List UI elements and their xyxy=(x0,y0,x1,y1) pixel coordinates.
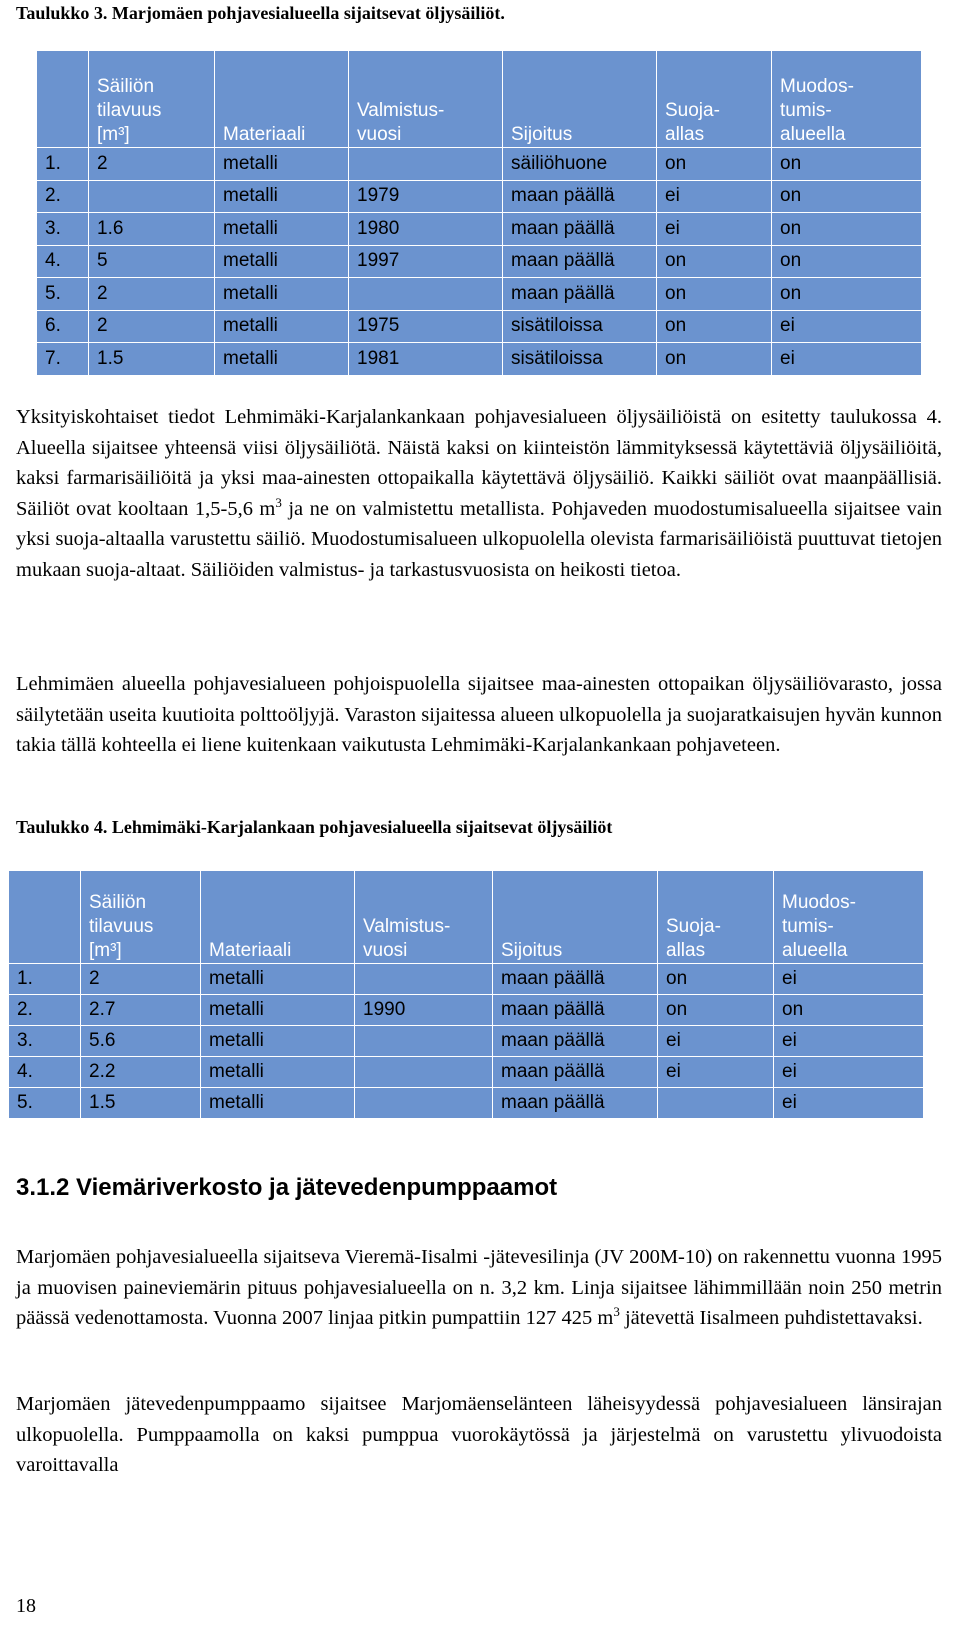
table-cell: metalli xyxy=(215,343,349,376)
table-cell: metalli xyxy=(215,278,349,311)
table-cell: 2 xyxy=(81,964,201,995)
table-cell: 3. xyxy=(37,213,89,246)
table-cell: ei xyxy=(774,1057,924,1088)
table-cell: ei xyxy=(657,213,772,246)
table4 xyxy=(8,870,924,1119)
header-cell: Muodos- tumis- alueella xyxy=(772,51,922,148)
table-cell xyxy=(658,1088,774,1119)
table-cell: 2.2 xyxy=(81,1057,201,1088)
table-cell: maan päällä xyxy=(503,278,657,311)
table-row xyxy=(37,180,922,213)
table-row xyxy=(37,310,922,343)
paragraph-3-text-b: jätevettä Iisalmeen puhdistettavaksi. xyxy=(619,1307,923,1329)
table-cell: metalli xyxy=(201,995,355,1026)
table-cell: 1.6 xyxy=(89,213,215,246)
section-heading: 3.1.2 Viemäriverkosto ja jätevedenpumppaamot xyxy=(16,1174,558,1201)
table-cell: 2 xyxy=(89,148,215,181)
paragraph-1-text-b: ja ne on valmistettu metallista. Pohjaveden muodostumisalueella sijaitsee vain yksi suoja-altaalla varustettu säiliö. Muodostumisalueen ulkopuolella olevista farmarisäiliöistä puuttuvat tietojen mukaan suoja-altaat. Säiliöiden valmistus- ja tarkastusvuosista on heikosti tietoa. xyxy=(16,497,942,581)
table4-caption: Taulukko 4. Lehmimäki-Karjalankaan pohjavesialueella sijaitsevat öljysäiliöt xyxy=(16,817,613,837)
header-cell: Säiliön tilavuus [m³] xyxy=(89,51,215,148)
table-cell: 5. xyxy=(9,1088,81,1119)
table-cell: maan päällä xyxy=(493,1057,658,1088)
table-row xyxy=(37,148,922,181)
table-cell: 1990 xyxy=(355,995,493,1026)
header-cell: Muodos- tumis- alueella xyxy=(774,871,924,964)
table-cell: metalli xyxy=(215,245,349,278)
table-cell: on xyxy=(657,148,772,181)
table-row xyxy=(9,964,924,995)
table-cell: 1979 xyxy=(349,180,503,213)
paragraph-3-text-a: Marjomäen pohjavesialueella sijaitseva Vieremä-Iisalmi -jätevesilinja (JV 200M-10) on rakennettu vuonna 1995 ja muovisen paineviemärin pituus pohjavesialueella on n. 3,2 km. Linja sijaitsee lähimmillään noin 250 metrin päässä vedenottamosta. Vuonna 2007 linjaa pitkin pumpattiin 127 425 m xyxy=(16,1246,942,1329)
table-cell xyxy=(89,180,215,213)
table-cell: säiliöhuone xyxy=(503,148,657,181)
table-cell: ei xyxy=(658,1057,774,1088)
page-number: 18 xyxy=(16,1595,36,1617)
table-cell: on xyxy=(658,995,774,1026)
table-cell: 1997 xyxy=(349,245,503,278)
table-cell: on xyxy=(772,213,922,246)
table-cell xyxy=(349,278,503,311)
table-cell: maan päällä xyxy=(493,964,658,995)
table-cell: on xyxy=(772,278,922,311)
table-cell: 1.5 xyxy=(89,343,215,376)
table-row xyxy=(37,245,922,278)
table-cell: sisätiloissa xyxy=(503,343,657,376)
header-cell: Valmistus- vuosi xyxy=(349,51,503,148)
table-cell: ei xyxy=(774,1026,924,1057)
paragraph-1-text-a: Yksityiskohtaiset tiedot Lehmimäki-Karjalankankaan pohjavesialueen öljysäiliöistä on esitetty taulukossa 4. Alueella sijaitsee yhteensä viisi öljysäiliötä. Näistä kaksi on kiinteistön lämmityksessä käytettäviä öljysäiliöitä, kaksi farmarisäiliöitä ja yksi maa-ainesten ottopaikalla käytettävä öljysäiliö. Kaikki säiliöt ovat maanpäällisiä. Säiliöt ovat kooltaan 1,5-5,6 m xyxy=(16,406,942,520)
table-cell: metalli xyxy=(215,180,349,213)
table-cell: on xyxy=(657,245,772,278)
table-cell: metalli xyxy=(215,213,349,246)
table-cell xyxy=(355,964,493,995)
table3-caption: Taulukko 3. Marjomäen pohjavesialueella sijaitsevat öljysäiliöt. xyxy=(16,3,505,23)
table-cell: 1975 xyxy=(349,310,503,343)
table-cell xyxy=(355,1026,493,1057)
table-row xyxy=(37,213,922,246)
table-cell: metalli xyxy=(201,1088,355,1119)
header-cell: Säiliön tilavuus [m³] xyxy=(81,871,201,964)
table-cell: 1. xyxy=(9,964,81,995)
table-cell: 2.7 xyxy=(81,995,201,1026)
table-cell: metalli xyxy=(201,1026,355,1057)
table-cell: 4. xyxy=(37,245,89,278)
table-cell: 2 xyxy=(89,310,215,343)
table-cell: ei xyxy=(774,1088,924,1119)
paragraph-3 xyxy=(16,1242,942,1334)
table-row xyxy=(9,1026,924,1057)
table-cell: 5.6 xyxy=(81,1026,201,1057)
table-cell: maan päällä xyxy=(503,180,657,213)
table-cell: maan päällä xyxy=(503,245,657,278)
table-cell: metalli xyxy=(201,964,355,995)
header-cell: Materiaali xyxy=(215,51,349,148)
table-cell: maan päällä xyxy=(493,1026,658,1057)
table-cell: on xyxy=(774,995,924,1026)
table-cell: metalli xyxy=(215,148,349,181)
table3 xyxy=(36,50,922,376)
header-row xyxy=(9,871,924,964)
header-cell: Materiaali xyxy=(201,871,355,964)
table-cell: 1. xyxy=(37,148,89,181)
table-cell: metalli xyxy=(201,1057,355,1088)
table-row xyxy=(9,1057,924,1088)
table-cell xyxy=(349,148,503,181)
table-cell: 5. xyxy=(37,278,89,311)
table-cell: 3. xyxy=(9,1026,81,1057)
table-cell: metalli xyxy=(215,310,349,343)
table-cell: on xyxy=(658,964,774,995)
table-cell: 2 xyxy=(89,278,215,311)
table-cell: 1981 xyxy=(349,343,503,376)
table-cell: ei xyxy=(774,964,924,995)
table-cell: maan päällä xyxy=(493,995,658,1026)
table-cell: 1980 xyxy=(349,213,503,246)
table-cell: ei xyxy=(772,343,922,376)
table-cell: maan päällä xyxy=(493,1088,658,1119)
header-cell: Sijoitus xyxy=(503,51,657,148)
table-cell: 4. xyxy=(9,1057,81,1088)
table-cell: on xyxy=(657,278,772,311)
table-cell: on xyxy=(657,310,772,343)
table-cell: maan päällä xyxy=(503,213,657,246)
superscript-3: 3 xyxy=(275,494,282,510)
table-cell xyxy=(355,1088,493,1119)
paragraph-1 xyxy=(16,402,942,585)
table-cell: sisätiloissa xyxy=(503,310,657,343)
paragraph-2: Lehmimäen alueella pohjavesialueen pohjoispuolella sijaitsee maa-ainesten ottopaikan öljysäiliövarasto, jossa säilytetään useita kuutioita polttoöljyjä. Varaston sijaitessa alueen ulkopuolella ja suojaratkaisujen hyvän kunnon takia tällä kohteella ei liene kuitenkaan vaikutusta Lehmimäki-Karjalankankaan pohjaveteen. xyxy=(16,673,942,756)
table-cell: ei xyxy=(658,1026,774,1057)
header-cell: Valmistus- vuosi xyxy=(355,871,493,964)
table-cell: 2. xyxy=(9,995,81,1026)
table-cell: 7. xyxy=(37,343,89,376)
header-row xyxy=(37,51,922,148)
header-cell: Sijoitus xyxy=(493,871,658,964)
table-cell: 1.5 xyxy=(81,1088,201,1119)
table-cell: 2. xyxy=(37,180,89,213)
table-cell: ei xyxy=(657,180,772,213)
table-cell: on xyxy=(772,180,922,213)
table-cell: on xyxy=(772,148,922,181)
table-cell: 6. xyxy=(37,310,89,343)
header-cell xyxy=(37,51,89,148)
paragraph-4: Marjomäen jätevedenpumppaamo sijaitsee Marjomäenselänteen läheisyydessä pohjavesialueen länsirajan ulkopuolella. Pumppaamolla on kaksi pumppua vuorokäytössä ja järjestelmä on varustettu ylivuodoista varoittavalla xyxy=(16,1393,942,1476)
superscript-3: 3 xyxy=(613,1304,620,1320)
table-cell xyxy=(355,1057,493,1088)
table-cell: ei xyxy=(772,310,922,343)
table-cell: on xyxy=(657,343,772,376)
table-row xyxy=(37,278,922,311)
table-row xyxy=(37,343,922,376)
table-cell: 5 xyxy=(89,245,215,278)
header-cell: Suoja- allas xyxy=(658,871,774,964)
header-cell xyxy=(9,871,81,964)
table-cell: on xyxy=(772,245,922,278)
header-cell: Suoja- allas xyxy=(657,51,772,148)
table-row xyxy=(9,995,924,1026)
table-row xyxy=(9,1088,924,1119)
